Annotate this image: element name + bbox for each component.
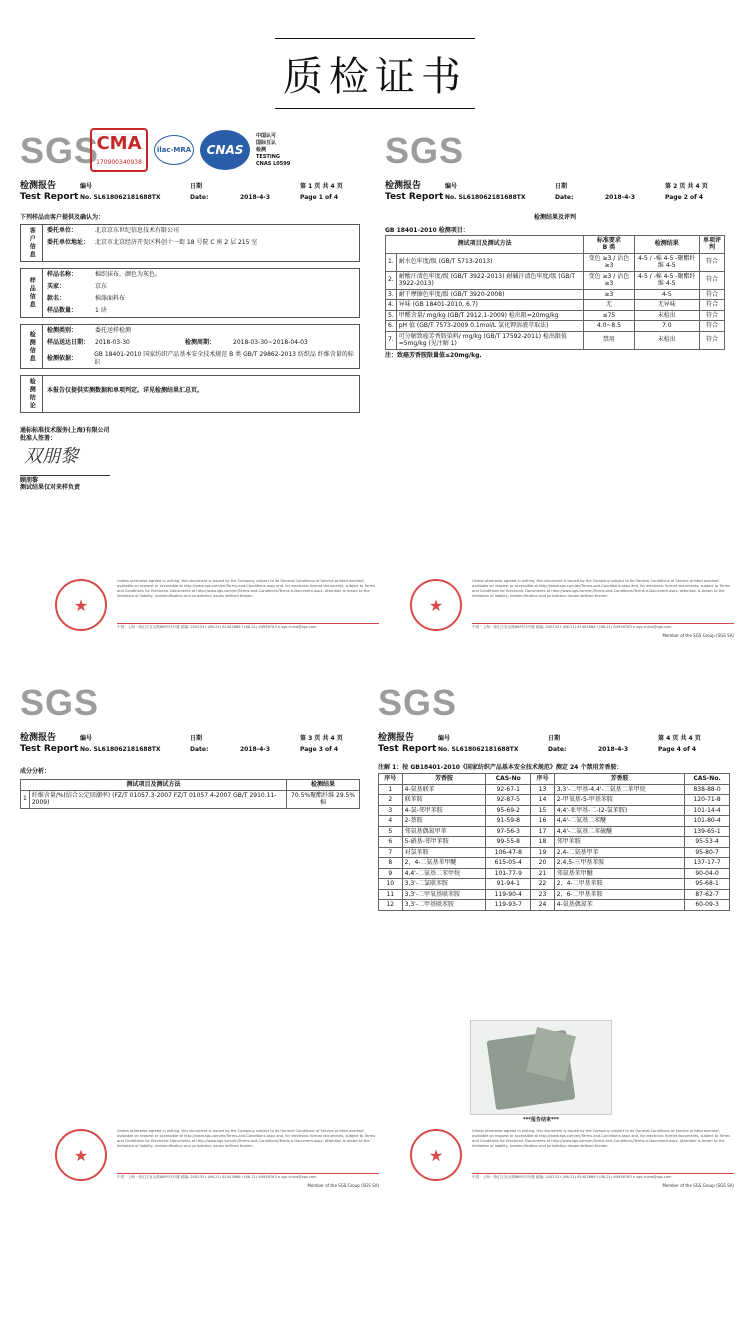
approver-label: 批准人签署： [20, 434, 57, 442]
amine-row: 4 2-萘胺 91-59-8 16 4,4'-二氨基二苯醚 101-80-4 [379, 816, 730, 827]
sample-photo [470, 1020, 612, 1115]
report-header: 检测报告 编号 日期 第 4 页 共 4 页 Test Report No. SL618062181688TX Date: 2018-4-3 Page 4 of 4 [378, 733, 701, 755]
results-table: 测试项目及测试方法 标准要求 B 类 检测结果 单项评判 1. 耐水色牢度/级 (GB/T 5713-2013) 变色 ≥3 / 沾色 ≥3 4-5 / -棉 4-5 -聚酯纤维 4-5 符合 2. 耐酸汗渍色牢度/级 (GB/T 3922-2013) 耐碱汗渍色牢度/级 (GB/T 3922-2013) 变色 ≥3 / 沾色 ≥3 4-5 / -棉 4-5 -聚酯纤维 4-5 符合 3. 耐干摩擦色牢度/级 (GB/T 3920-2008) ≥3 4-5 符合 4. 异味 (GB 18401-2010, 6.7) 无 无异味 符合 5. 甲醛含量/ mg/kg (GB/T 2912.1-2009) 检出限=20mg/kg ≤75 未检出 符合 6. pH 值 (GB/T 7573-2009 0.1mol/L 氯化钾溶液萃取法) 4.0~8.5 7.0 符合 7. 可分解致癌芳香胺染料/ mg/kg (GB/T 17592-2011) 检出限值=5mg/kg (见注解 1) 禁用 未检出 符合 [385, 235, 725, 350]
report-page-2 [385, 128, 725, 359]
sgs-seal-icon: ★ [55, 1129, 107, 1181]
results-note: 注：致癌芳香胺限量值≤20mg/kg. [385, 351, 482, 359]
client-info-box: 客户信息 委托单位： 北京京东世纪信息技术有限公司 委托单位地址： 北京市北京经济开发区科创十一街 18 号院 C 座 2 层 215 室 [20, 224, 360, 262]
standard-label: GB 18401-2010 检测项目： [385, 227, 469, 234]
report-header: 检测报告 编号 日期 第 1 页 共 4 页 Test Report No. SL618062181688TX Date: 2018-4-3 Page 1 of 4 [20, 181, 343, 203]
sgs-seal-icon: ★ [410, 1129, 462, 1181]
amine-row: 3 4-氯-邻甲苯胺 95-69-2 15 4,4'-亚甲基-二-(2-氯苯胺) 101-14-4 [379, 805, 730, 816]
result-row: 3. 耐干摩擦色牢度/级 (GB/T 3920-2008) ≥3 4-5 符合 [386, 289, 725, 300]
cma-logo: CMA 170900340938 [90, 128, 148, 172]
amine-row: 6 5-硝基-邻甲苯胺 99-55-8 18 邻甲苯胺 95-53-4 [379, 837, 730, 848]
sample-info-box: 样品信息 样品名称： 棉织抹布，颜色为灰色。 买家： 京东 款名： 棉涤面料布 样品数量： 1 块 [20, 268, 360, 318]
report-end-caption: ***报告结束*** [523, 1117, 559, 1123]
amine-row: 1 4-氨基联苯 92-67-1 13 3,3'-二甲基-4,4'-二氨基二苯甲烷 838-88-0 [379, 784, 730, 795]
sgs-seal-icon: ★ [55, 579, 107, 631]
amine-note: 注解 1：按 GB18401-2010《国家纺织产品基本安全技术规范》测定 24 个禁用芳香胺： [378, 763, 623, 771]
ilac-logo: ilac-MRA [154, 135, 194, 165]
result-row: 2. 耐酸汗渍色牢度/级 (GB/T 3922-2013) 耐碱汗渍色牢度/级 (GB/T 3922-2013) 变色 ≥3 / 沾色 ≥3 4-5 / -棉 4-5 -聚酯纤维 4-5 符合 [386, 271, 725, 289]
report-header: 检测报告 编号 日期 第 2 页 共 4 页 Test Report No. SL618062181688TX Date: 2018-4-3 Page 2 of 4 [385, 181, 708, 203]
amine-row: 7 对氯苯胺 106-47-8 19 2,4-二氨基甲苯 95-80-7 [379, 847, 730, 858]
page-title: 质检证书 [0, 38, 750, 109]
result-row: 4. 异味 (GB 18401-2010, 6.7) 无 无异味 符合 [386, 300, 725, 311]
amine-row: 10 3,3'-二氯联苯胺 91-94-1 22 2，4-二甲基苯胺 95-68-1 [379, 879, 730, 890]
result-row: 1. 耐水色牢度/级 (GB/T 5713-2013) 变色 ≥3 / 沾色 ≥3 4-5 / -棉 4-5 -聚酯纤维 4-5 符合 [386, 253, 725, 271]
amine-row: 5 邻氨基偶氮甲苯 97-56-3 17 4,4'-二氨基二苯硫醚 139-65-1 [379, 826, 730, 837]
company-name: 通标标准技术服务(上海)有限公司 [20, 427, 110, 434]
result-row: 6. pH 值 (GB/T 7573-2009 0.1mol/L 氯化钾溶液萃取法) 4.0~8.5 7.0 符合 [386, 321, 725, 332]
amine-row: 12 3,3'-二甲基联苯胺 119-93-7 24 4-氨基偶氮苯 60-09-3 [379, 900, 730, 911]
amine-row: 9 4,4'-二氨基二苯甲烷 101-77-9 21 邻氨基苯甲醚 90-04-0 [379, 868, 730, 879]
page-footer: ★ Unless otherwise agreed in writing, this document is issued by the Company subject to its General Conditions of Service printed overleaf, available on request or accessible at http://www.sgs.com/en/Terms-and-Conditions.aspx and, for electronic format documents, subject to Terms and Conditions for Electronic Documents at http://www.sgs.com/en/Terms-and-Conditions/Terms-e-Document.aspx. Attention is drawn to the limitation of liability, indemnification and jurisdiction issues defined therein. 中国 · 上海 · 徐汇区宜山路889号3号楼 邮编: 200233 t (86-21) 61402666 f (86-21) 64958763 e sgs.china@sgs.com Member of the SGS Group (SGS SA) [400, 1125, 740, 1189]
approver-name: 顾朋黎 [20, 475, 110, 485]
sgs-logo: SGS [20, 130, 100, 171]
conclusion-box: 检测结论 本报告仅提供实测数据和单项判定。详见检测结果汇总页。 [20, 375, 360, 413]
result-row: 5. 甲醛含量/ mg/kg (GB/T 2912.1-2009) 检出限=20mg/kg ≤75 未检出 符合 [386, 310, 725, 321]
responsibility-note: 测试结果仅对来样负责 [20, 484, 81, 491]
report-page-3 [20, 680, 360, 809]
intro-text: 下列样品由客户提供及确认为： [20, 213, 105, 221]
composition-table: 测试项目及测试方法 检测结果 1 纤维含量/%(结合公定回潮率) (FZ/T 01057.3-2007 FZ/T 01057.4-2007 GB/T 2910.11-2009) 70.5%聚酯纤维 29.5%棉 [20, 779, 360, 809]
report-page-4 [378, 680, 730, 911]
page-footer: ★ Unless otherwise agreed in writing, this document is issued by the Company subject to its General Conditions of Service printed overleaf, available on request or accessible at http://www.sgs.com/en/Terms-and-Conditions.aspx and, for electronic format documents, subject to Terms and Conditions for Electronic Documents at http://www.sgs.com/en/Terms-and-Conditions/Terms-e-Document.aspx. Attention is drawn to the limitation of liability, indemnification and jurisdiction issues defined therein. 中国 · 上海 · 徐汇区宜山路889号3号楼 邮编: 200233 t (86-21) 61402666 f (86-21) 64958763 e sgs.china@sgs.com Member of the SGS Group (SGS SA) [45, 1125, 385, 1189]
result-row: 7. 可分解致癌芳香胺染料/ mg/kg (GB/T 17592-2011) 检出限值=5mg/kg (见注解 1) 禁用 未检出 符合 [386, 331, 725, 349]
sgs-logo: SGS [385, 130, 465, 171]
sgs-logo: SGS [20, 682, 100, 723]
sgs-logo: SGS [378, 682, 458, 723]
amine-row: 2 联苯胺 92-87-5 14 2-甲氧基-5-甲基苯胺 120-71-8 [379, 795, 730, 806]
section-title: 检测结果及评判 [533, 213, 576, 221]
report-header: 检测报告 编号 日期 第 3 页 共 4 页 Test Report No. SL618062181688TX Date: 2018-4-3 Page 3 of 4 [20, 733, 343, 755]
amine-table: 序号 芳香胺 CAS-No 序号 芳香胺 CAS-No. 1 4-氨基联苯 92-67-1 13 3,3'-二甲基-4,4'-二氨基二苯甲烷 838-88-0 2 联苯胺 92-87-5 14 2-甲氧基-5-甲基苯胺 120-71-8 3 4-氯-邻甲苯胺 95-69-2 15 4,4'-亚甲基-二-(2-氯苯胺) 101-14-4 4 2-萘胺 91-59-8 16 4,4'-二氨基二苯醚 101-80-4 5 邻氨基偶氮甲苯 97-56-3 17 4,4'-二氨基二苯硫醚 139-65-1 6 5-硝基-邻甲苯胺 99-55-8 18 邻甲苯胺 95-53-4 7 对氯苯胺 106-47-8 19 2,4-二氨基甲苯 95-80-7 8 2，4-二氨基苯甲醚 615-05-4 20 2,4,5-三甲基苯胺 137-17-7 9 4,4'-二氨基二苯甲烷 101-77-9 21 邻氨基苯甲醚 90-04-0 10 3,3'-二氯联苯胺 91-94-1 22 2，4-二甲基苯胺 95-68-1 11 3,3'-二甲氧基联苯胺 119-90-4 23 2，6-二甲基苯胺 87-62-7 12 3,3'-二甲基联苯胺 119-93-7 24 4-氨基偶氮苯 60-09-3 [378, 773, 730, 911]
accreditation-text: 中国认可 国际互认 检测 TESTING CNAS L0599 [256, 132, 291, 167]
section-title: 成分分析： [20, 767, 51, 775]
test-info-box: 检测信息 检测类别： 委托送样检测 样品送达日期： 2018-03-30 检测周期： 2018-03-30~2018-04-03 检测依据： GB 18401-2010 国家纺织产品基本安全技术规范 B 类 GB/T 29862-2013 纺织品 纤维含量的标识 [20, 324, 360, 369]
report-page-1 [20, 128, 360, 492]
amine-row: 8 2，4-二氨基苯甲醚 615-05-4 20 2,4,5-三甲基苯胺 137-17-7 [379, 858, 730, 869]
signature: 双朋黎 [24, 446, 78, 467]
page-footer: ★ Unless otherwise agreed in writing, this document is issued by the Company subject to its General Conditions of Service printed overleaf, available on request or accessible at http://www.sgs.com/en/Terms-and-Conditions.aspx and, for electronic format documents, subject to Terms and Conditions for Electronic Documents at http://www.sgs.com/en/Terms-and-Conditions/Terms-e-Document.aspx. Attention is drawn to the limitation of liability, indemnification and jurisdiction issues defined therein. 中国 · 上海 · 徐汇区宜山路889号3号楼 邮编: 200233 t (86-21) 61402666 f (86-21) 64958763 e sgs.china@sgs.com Member of the SGS Group (SGS SA) [400, 575, 740, 639]
amine-row: 11 3,3'-二甲氧基联苯胺 119-90-4 23 2，6-二甲基苯胺 87-62-7 [379, 889, 730, 900]
sgs-seal-icon: ★ [410, 579, 462, 631]
cnas-logo: CNAS [200, 130, 250, 170]
page-footer: ★ Unless otherwise agreed in writing, this document is issued by the Company subject to its General Conditions of Service printed overleaf, available on request or accessible at http://www.sgs.com/en/Terms-and-Conditions.aspx and, for electronic format documents, subject to Terms and Conditions for Electronic Documents at http://www.sgs.com/en/Terms-and-Conditions/Terms-e-Document.aspx. Attention is drawn to the limitation of liability, indemnification and jurisdiction issues defined therein. 中国 · 上海 · 徐汇区宜山路889号3号楼 邮编: 200233 t (86-21) 61402666 f (86-21) 64958763 e sgs.china@sgs.com [45, 575, 385, 639]
